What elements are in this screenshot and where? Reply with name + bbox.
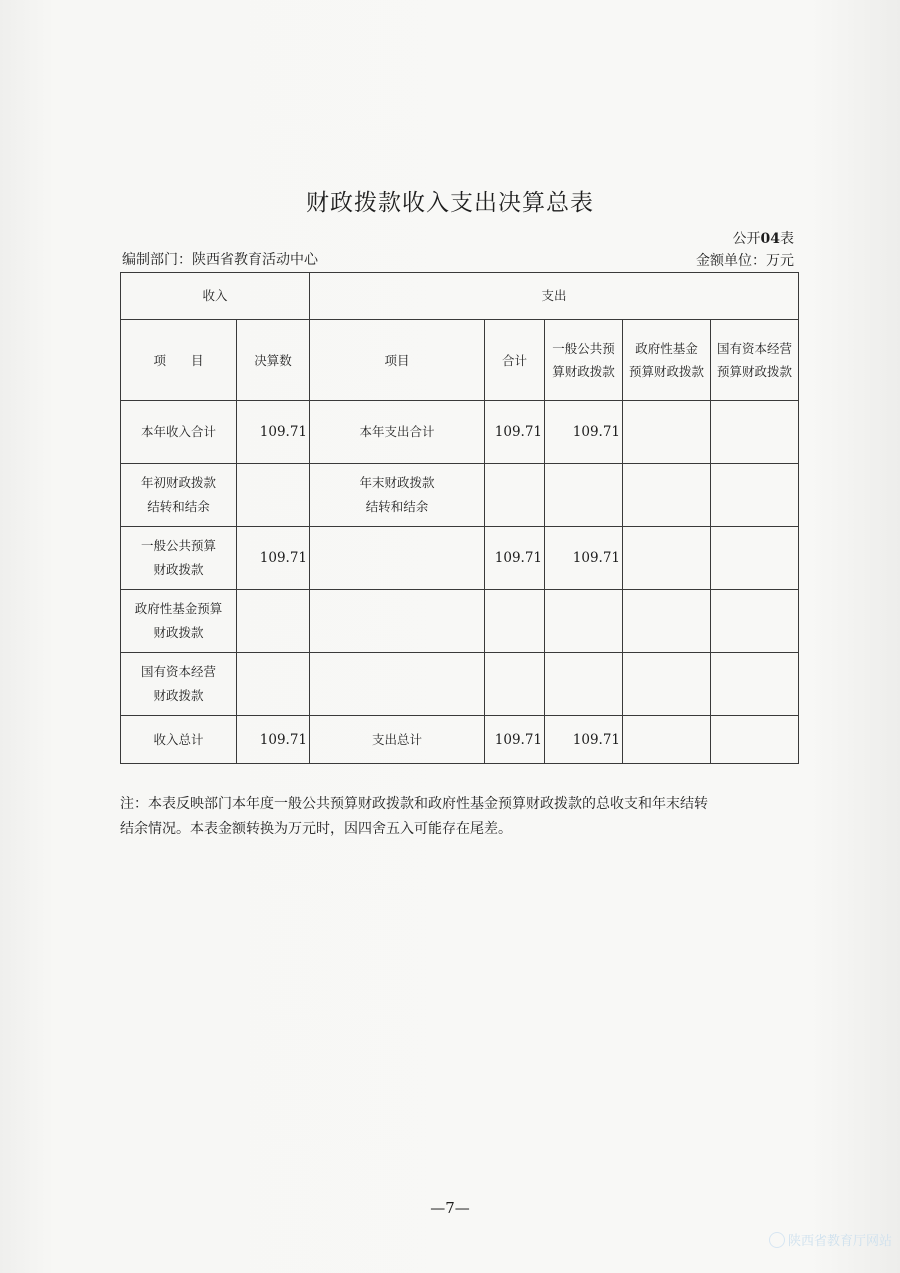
general-cell bbox=[545, 653, 623, 716]
income-group-header: 收入 bbox=[121, 273, 310, 320]
govfund-cell bbox=[623, 653, 711, 716]
expense-item-cell bbox=[310, 590, 485, 653]
expense-item-line2: 结转和结余 bbox=[365, 499, 429, 514]
total-cell bbox=[485, 590, 545, 653]
stateown-header-line1: 国有资本经营 bbox=[717, 341, 793, 356]
income-amount-cell: 109.71 bbox=[237, 716, 310, 764]
income-amount-cell: 109.71 bbox=[237, 401, 310, 464]
stateown-cell bbox=[711, 401, 799, 464]
table-note bbox=[120, 792, 810, 842]
expense-group-header: 支出 bbox=[310, 273, 799, 320]
table-row bbox=[121, 653, 799, 716]
income-item-line2: 财政拨款 bbox=[153, 688, 204, 703]
form-code-number: 04 bbox=[760, 231, 780, 247]
income-item-line2: 财政拨款 bbox=[153, 625, 204, 640]
income-item-line1: 收入总计 bbox=[153, 731, 204, 747]
expense-item-line1: 支出总计 bbox=[372, 731, 423, 747]
department-label: 编制部门：陕西省教育活动中心 bbox=[122, 252, 318, 268]
expense-item-cell bbox=[310, 716, 485, 764]
general-cell: 109.71 bbox=[545, 401, 623, 464]
income-item-cell bbox=[121, 653, 237, 716]
total-header: 合计 bbox=[485, 320, 545, 401]
income-item-cell bbox=[121, 464, 237, 527]
stateown-cell bbox=[711, 464, 799, 527]
stateown-header-line2: 预算财政拨款 bbox=[717, 364, 793, 379]
govfund-header-line2: 预算财政拨款 bbox=[629, 364, 705, 379]
stateown-cell bbox=[711, 653, 799, 716]
general-cell: 109.71 bbox=[545, 527, 623, 590]
site-watermark bbox=[769, 1230, 892, 1249]
income-amount-cell bbox=[237, 653, 310, 716]
general-budget-header bbox=[545, 320, 623, 401]
govfund-cell bbox=[623, 590, 711, 653]
budget-table bbox=[120, 272, 799, 764]
group-header-row bbox=[121, 273, 799, 320]
income-item-line1: 本年收入合计 bbox=[140, 424, 216, 439]
income-amount-header: 决算数 bbox=[237, 320, 310, 401]
total-cell: 109.71 bbox=[485, 716, 545, 764]
table-row bbox=[121, 464, 799, 527]
general-cell bbox=[545, 590, 623, 653]
expense-item-cell bbox=[310, 653, 485, 716]
income-amount-cell bbox=[237, 590, 310, 653]
govfund-cell bbox=[623, 464, 711, 527]
govfund-header-line1: 政府性基金 bbox=[635, 341, 698, 356]
income-item-line1: 一般公共预算 bbox=[140, 538, 216, 553]
stateown-cell bbox=[711, 527, 799, 590]
income-item-header: 项 目 bbox=[121, 320, 237, 401]
watermark-logo-icon bbox=[769, 1232, 785, 1248]
govfund-cell bbox=[623, 716, 711, 764]
total-cell bbox=[485, 653, 545, 716]
total-cell: 109.71 bbox=[485, 401, 545, 464]
income-item-cell bbox=[121, 590, 237, 653]
form-code-prefix: 公开 bbox=[732, 231, 761, 247]
note-line1: 注：本表反映部门本年度一般公共预算财政拨款和政府性基金预算财政拨款的总收支和年末结转 bbox=[120, 796, 708, 812]
expense-item-cell bbox=[310, 464, 485, 527]
general-cell bbox=[545, 464, 623, 527]
expense-item-line1: 本年支出合计 bbox=[359, 424, 435, 439]
table-row bbox=[121, 590, 799, 653]
income-item-cell bbox=[121, 401, 237, 464]
column-header-row bbox=[121, 320, 799, 401]
govfund-cell bbox=[623, 527, 711, 590]
stateown-header bbox=[711, 320, 799, 401]
page-number: —7— bbox=[430, 1199, 470, 1217]
income-item-line1: 年初财政拨款 bbox=[140, 475, 216, 490]
table-row bbox=[121, 716, 799, 764]
income-item-line2: 财政拨款 bbox=[153, 562, 204, 577]
govfund-header bbox=[623, 320, 711, 401]
general-header-line1: 一般公共预 bbox=[552, 341, 615, 356]
form-code bbox=[733, 228, 794, 248]
income-item-line1: 国有资本经营 bbox=[140, 664, 216, 679]
stateown-cell bbox=[711, 716, 799, 764]
stateown-cell bbox=[711, 590, 799, 653]
table-row bbox=[121, 401, 799, 464]
note-line2: 结余情况。本表金额转换为万元时，因四舍五入可能存在尾差。 bbox=[120, 821, 512, 837]
expense-item-header: 项目 bbox=[310, 320, 485, 401]
income-item-line1: 政府性基金预算 bbox=[134, 601, 223, 616]
form-code-suffix: 表 bbox=[780, 231, 794, 247]
total-cell bbox=[485, 464, 545, 527]
expense-item-cell bbox=[310, 527, 485, 590]
govfund-cell bbox=[623, 401, 711, 464]
unit-label: 金额单位：万元 bbox=[696, 253, 794, 269]
general-header-line2: 算财政拨款 bbox=[552, 364, 615, 379]
table-row bbox=[121, 527, 799, 590]
income-item-cell bbox=[121, 716, 237, 764]
page-title: 财政拨款收入支出决算总表 bbox=[306, 190, 594, 216]
expense-item-line1: 年末财政拨款 bbox=[359, 475, 435, 490]
income-amount-cell bbox=[237, 464, 310, 527]
general-cell: 109.71 bbox=[545, 716, 623, 764]
watermark-text: 陕西省教育厅网站 bbox=[787, 1234, 892, 1249]
income-item-cell bbox=[121, 527, 237, 590]
expense-item-cell bbox=[310, 401, 485, 464]
total-cell: 109.71 bbox=[485, 527, 545, 590]
income-item-line2: 结转和结余 bbox=[147, 499, 210, 514]
income-amount-cell: 109.71 bbox=[237, 527, 310, 590]
